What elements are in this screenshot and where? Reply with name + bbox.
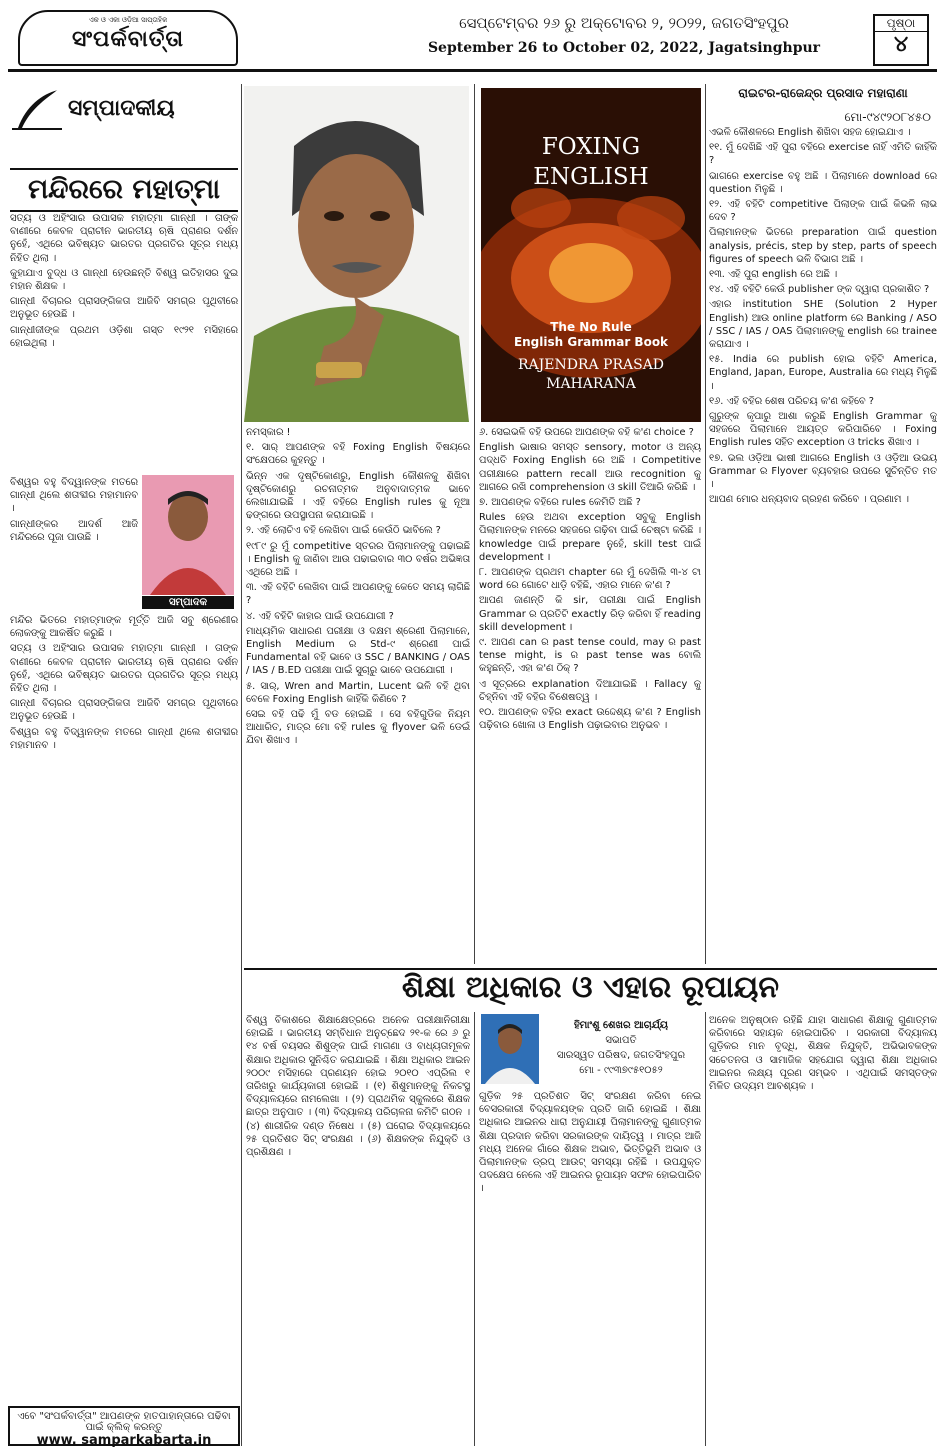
interview-paragraph: ୪. ଏହି ବହିଟି କାହାର ପାଇଁ ଉପଯୋଗୀ ?	[246, 610, 394, 622]
editor-photo	[142, 475, 234, 595]
page-label: ପୃଷ୍ଠା	[875, 16, 927, 32]
interview-column-1	[246, 426, 470, 962]
feature-headline: ଶିକ୍ଷା ଅଧିକାର ଓ ଏହାର ରୂପାୟନ	[244, 968, 937, 1008]
interview-phone: ମୋ-୯୪୯୨୦୮୪୫୦	[844, 110, 931, 124]
feature-author-org: ସାରସ୍ୱତ ପରିଷଦ, ଜଗତସିଂହପୁର	[556, 1050, 686, 1061]
editorial-paragraph: ସତ୍ୟ ଓ ଅହିଂସାର ଉପାସକ ମହାତ୍ମା ଗାନ୍ଧୀ । ତାଙ୍କ ବାଣୀରେ କେବଳ ପ୍ରାଚୀନ ଭାରତୀୟ ଋଷି ପ୍ରାଣର ଦର୍ଶନ ନୁହେଁ, ଏଥିରେ ଭବିଷ୍ୟତ ଭାରତର ପ୍ରଗତିର ସୂତ୍ର ମଧ୍ୟ ନିହିତ ଥିଲା ।	[10, 643, 238, 695]
editorial-body-top	[10, 212, 238, 474]
website-link[interactable]: www. samparkabarta.in	[36, 1433, 212, 1448]
interview-paragraph: ୧୪. ଏହି ବହିଟି କେଉଁ publisher ଙ୍କ ଦ୍ୱାରା ପ୍ରକାଶିତ ?	[709, 284, 930, 296]
dateline-odia: ସେପ୍ଟେମ୍ବର ୨୬ ରୁ ଅକ୍ଟୋବର ୨, ୨୦୨୨, ଜଗତସିଂହପୁର	[459, 14, 789, 32]
editorial-paragraph: କୁହାଯାଏ ବୁଦ୍ଧ ଓ ଗାନ୍ଧୀ ହେଉଛନ୍ତି ବିଶ୍ୱ ଇତିହାସର ଦୁଇ ମହାନ ଶିକ୍ଷକ ।	[10, 267, 238, 293]
editor-portrait-icon	[142, 475, 234, 595]
book-subtitle	[481, 320, 701, 350]
editorial-banner	[8, 86, 240, 136]
book-title	[481, 132, 701, 192]
interview-paragraph: ଏ ସୂତ୍ରରେ explanation ଦିଆଯାଇଛି । Fallacy କୁ ଚିହ୍ନିବା ଏହି ବହିର ବିଶେଷତ୍ୱ ।	[479, 678, 701, 703]
interview-paragraph: ୧୨. ଏହି ବହିଟି competitive ପିଲାଙ୍କ ପାଇଁ କିଭଳି ଲାଭ ଦେବ ?	[709, 199, 937, 224]
dateline-english: September 26 to October 02, 2022, Jagatsinghpur	[427, 40, 821, 56]
quill-icon	[12, 88, 62, 132]
interview-paragraph: ୧୩. ଏହି ପୁରା english ରେ ଅଛି ।	[709, 269, 838, 281]
page-number-box	[873, 14, 929, 66]
promo-text	[10, 1408, 238, 1433]
interview-paragraph: ୧୫. India ରେ publish ହୋଇ ବହିଟି America, England, Japan, Europe, Australia ରେ ମଧ୍ୟ ମିଳୁଛି ।	[709, 354, 937, 392]
editorial-body-wrap	[10, 476, 138, 610]
editorial-paragraph: ଗାନ୍ଧୀ ବିଚାରର ପ୍ରାସଙ୍ଗିକତା ଆଜିବି ସମଗ୍ର ପୃଥିବୀରେ ଅନୁଭୂତ ହେଉଛି ।	[10, 296, 238, 321]
promo-line: ଏବେ "ସଂପର୍କବାର୍ତ୍ତା" ଆପଣଙ୍କ ହାତପାହାନ୍ତାରେ	[17, 1411, 204, 1422]
column-divider	[705, 84, 706, 964]
page-number: ୪	[893, 32, 909, 57]
feature-author-name: ହିମାଂଶୁ ଶେଖର ଆଚାର୍ଯ୍ୟ	[573, 1020, 669, 1031]
author-portrait-icon	[244, 86, 469, 422]
interview-column-2	[479, 426, 701, 962]
column-divider	[474, 1012, 475, 1446]
editorial-paragraph: ବିଶ୍ୱର ବହୁ ବିଦ୍ୱାନଙ୍କ ମତରେ ଗାନ୍ଧୀ ଥିଲେ ଶତାବ୍ଦୀର ମହାମାନବ ।	[10, 477, 138, 515]
interview-paragraph: ୬. ସେଇଭଳି ବହି ଉପରେ ଆପଣଙ୍କ ବହି କ'ଣ choice ?	[479, 427, 694, 438]
book-title-line: FOXING	[541, 134, 641, 160]
feature-author-phone: ମୋ - ୯୯୩୭୯୫୧୦୫୨	[579, 1065, 663, 1076]
interview-paragraph: ୩. ଏହି ବହିଟି ଲେଖିବା ପାଇଁ ଆପଣଙ୍କୁ କେତେ ସମୟ ଲାଗିଛି ?	[246, 582, 470, 607]
interview-paragraph: ୯. ଆପଣ can ର past tense could, may ର past tense might, is ର past tense was ବୋଲି କହୁଛନ୍ତି, ଏହା କ'ଣ ଠିକ୍ ?	[479, 637, 701, 675]
feature-paragraph: ଅନେକ ଅନୁଷ୍ଠାନ ରହିଛି ଯାହା ସାଧାରଣ ଶିକ୍ଷାକୁ ଗୁଣାତ୍ମକ କରିବାରେ ସହାୟକ ହୋଇପାରିବ । ସରକାରୀ ବିଦ୍ୟାଳୟ ଗୁଡ଼ିକର ମାନ ବୃଦ୍ଧି, ଶିକ୍ଷକ ନିଯୁକ୍ତି, ଅଭିଭାବକଙ୍କ ସଚେତନତା ଓ ସାମାଜିକ ସହଯୋଗ ଦ୍ୱାରା ଶିକ୍ଷା ଅଧିକାର ଆଇନର ଲକ୍ଷ୍ୟ ପୂରଣ ସମ୍ଭବ । ଏଥିପାଇଁ ସମସ୍ତଙ୍କ ମିଳିତ ଉଦ୍ୟମ ଆବଶ୍ୟକ ।	[709, 1015, 937, 1093]
interview-paragraph: ୧. ସାର୍ ଆପଣଙ୍କ ବହି Foxing English ବିଷୟରେ ସଂକ୍ଷେପରେ କୁହନ୍ତୁ ।	[246, 442, 470, 467]
interview-paragraph: ୧୭. ଭଲ ଓଡ଼ିଆ ଭାଷୀ ଆଗରେ English ଓ ଓଡ଼ିଆ ଉଭୟ Grammar ର Flyover ବ୍ୟବହାର ଉପରେ ସୁଚିନ୍ତିତ ମତ ।	[709, 452, 937, 491]
editorial-paragraph: ମନ୍ଦିର ଭିତରେ ମହାତ୍ମାଙ୍କ ମୂର୍ତ୍ତି ଆଜି ସବୁ ଶ୍ରେଣୀର ଲୋକଙ୍କୁ ଆକର୍ଷିତ କରୁଛି ।	[10, 615, 238, 640]
interview-paragraph: ଆପଣ ଜାଣନ୍ତି କି sir, ପରୀକ୍ଷା ପାଇଁ English Grammar ର ପ୍ରତିଟି exactly ରିଡ଼ କରିବା ହିଁ reading skill development ।	[479, 595, 701, 633]
interview-paragraph: ୧୦. ଆପଣଙ୍କ ବହିର exact ଉଦ୍ଦେଶ୍ୟ କ'ଣ ? English ପଢ଼ିବାର ଖୋଳା ଓ English ପଢ଼ାଇବାର ଅନୁଭବ ।	[479, 707, 701, 732]
logo-tagline: ଏକ ଓ ଏକା ଓଡ଼ିଆ ସାପ୍ତାହିକ	[88, 16, 168, 24]
feature-author-photo	[481, 1014, 539, 1084]
book-author-line: MAHARANA	[546, 376, 636, 392]
website-promo[interactable]	[8, 1406, 240, 1446]
interview-paragraph: ୭. ଆପଣଙ୍କ ବହିରେ rules କେମିତି ଅଛି ?	[479, 497, 641, 509]
editorial-paragraph: ଗାନ୍ଧୀଜୀଙ୍କ ପ୍ରଥମ ଓଡ଼ିଶା ଗସ୍ତ ୧୯୨୧ ମସିହାରେ ହୋଇଥିଲା ।	[10, 324, 238, 349]
interview-paragraph: ଭାଗରେ exercise ବହୁ ଅଛି । ପିଲାମାନେ download ରେ question ମିଳୁଛି ।	[709, 170, 937, 195]
book-author	[481, 356, 701, 394]
column-divider	[241, 84, 242, 1446]
interview-paragraph: ଭିନ୍ନ ଏକ ଦୃଷ୍ଟିକୋଣରୁ, English କୌଶଳକୁ ଶିଖିବା ଦୃଷ୍ଟିକୋଣରୁ ରଚନାତ୍ମକ ଅନୁବାଦାତ୍ମକ ଭାବେ ଲେଖାଯାଇଛି । ଏହି ବହିରେ English rules କୁ ନୂଆ ଢଙ୍ଗରେ ଉପସ୍ଥାପନା କରାଯାଇଛି ।	[246, 470, 470, 522]
feature-column-3	[709, 1014, 937, 1442]
interview-byline: ରାଇଟର-ରାଜେନ୍ଦ୍ର ପ୍ରସାଦ ମହାରାଣା	[738, 86, 908, 100]
feature-paragraph: ବିଶ୍ୱ ବିକାଶରେ ଶିକ୍ଷାକ୍ଷେତ୍ରରେ ଅନେକ ପରୀକ୍ଷାନିରୀକ୍ଷା ହୋଇଛି । ଭାରତୀୟ ସମ୍ବିଧାନ ଅନୁଚ୍ଛେଦ ୨୧-କ ରେ ୬ ରୁ ୧୪ ବର୍ଷ ବୟସର ଶିଶୁଙ୍କ ପାଇଁ ମାଗଣା ଓ ବାଧ୍ୟତାମୂଳକ ଶିକ୍ଷାର ଅଧିକାର ସୁନିଶ୍ଚିତ କରାଯାଇଛି । ଶିକ୍ଷା ଅଧିକାର ଆଇନ ୨୦୦୯ ମସିହାରେ ପ୍ରଣୟନ ହୋଇ ୨୦୧୦ ଏପ୍ରିଲ ୧ ତାରିଖରୁ କାର୍ଯ୍ୟକାରୀ ହୋଇଛି । (୧) ଶିଶୁମାନଙ୍କୁ ନିକଟସ୍ଥ ବିଦ୍ୟାଳୟରେ ନାମଲେଖା । (୨) ପ୍ରାଥମିକ ସ୍କୁଲରେ ଶିକ୍ଷକ ଛାତ୍ର ଅନୁପାତ । (୩) ବିଦ୍ୟାଳୟ ପରିଚାଳନା କମିଟି ଗଠନ । (୪) ଶାରୀରିକ ଦଣ୍ଡ ନିଷେଧ । (୫) ଘରୋଇ ବିଦ୍ୟାଳୟରେ ୨୫ ପ୍ରତିଶତ ସିଟ୍ ସଂରକ୍ଷଣ । (୬) ଶିକ୍ଷକଙ୍କ ନିଯୁକ୍ତି ଓ ପ୍ରଶିକ୍ଷଣ ।	[246, 1015, 470, 1159]
feature-author-portrait-icon	[481, 1014, 539, 1084]
column-divider	[705, 1012, 706, 1446]
feature-paragraph: ଗୁଡ଼ିକ ୨୫ ପ୍ରତିଶତ ସିଟ୍ ସଂରକ୍ଷଣ କରିବା ନେଇ ବେସରକାରୀ ବିଦ୍ୟାଳୟଙ୍କ ପ୍ରତି ଜାରି ହୋଇଛି । ଶିକ୍ଷା ଅଧିକାର ଆଇନର ଧାରା ଅନୁଯାୟୀ ପିଲାମାନଙ୍କୁ ଗୁଣାତ୍ମକ ଶିକ୍ଷା ପ୍ରଦାନ କରିବା ସରକାରଙ୍କ ଦାୟିତ୍ୱ । ମାତ୍ର ଆଜି ମଧ୍ୟ ଅନେକ ଗାଁରେ ଶିକ୍ଷକ ଅଭାବ, ଭିତ୍ତିଭୂମି ଅଭାବ ଓ ପିଲାମାନଙ୍କ ଡ୍ରପ୍ ଆଉଟ୍ ସମସ୍ୟା ରହିଛି । ଉପଯୁକ୍ତ ପଦକ୍ଷେପ ନେଲେ ଏହି ଆଇନର ରୂପାୟନ ସଫଳ ହୋଇପାରିବ ।	[479, 1091, 701, 1195]
interview-paragraph: Rules ହେଉ ଅଥବା exception ସବୁକୁ English ପିଲାମାନଙ୍କ ମନରେ ସହଜରେ ଗଢ଼ିବା ପାଇଁ ଚେଷ୍ଟା କରିଛି । knowledge ପାଇଁ prepare ନୁହେଁ, skill test ପାଇଁ development ।	[479, 512, 701, 563]
newspaper-logo[interactable]	[18, 10, 238, 66]
interview-paragraph: ୧୯୮୯ ରୁ ମୁଁ competitive ସ୍ତରର ପିଲାମାନଙ୍କୁ ପଢାଇଛି । English କୁ ଜାଣିବା ଆଉ ପଢାଇବାର ୩୦ ବର୍ଷର ଅଭିଜ୍ଞତା ଏଥିରେ ଅଛି ।	[246, 540, 470, 579]
interview-paragraph: ଏଭଳି କୌଶଳରେ English ଶିଖିବା ସହଜ ହୋଇଯାଏ ।	[709, 127, 911, 138]
editorial-headline: ମନ୍ଦିରରେ ମହାତ୍ମା	[10, 168, 238, 212]
interview-intro: ନମସ୍କାର !	[246, 427, 291, 438]
interview-paragraph: ପିଲାମାନଙ୍କ ଭିତରେ preparation ପାଇଁ question analysis, précis, step by step, parts of speech figures of speech ଭଳି ବିଭାଗ ଅଛି ।	[709, 227, 937, 265]
book-author-line: RAJENDRA PRASAD	[517, 357, 665, 373]
interview-paragraph: ୧୬. ଏହି ବହିର ଶେଷ ପରିଚୟ କ'ଣ କହିବେ ?	[709, 395, 874, 407]
section-title: ସମ୍ପାଦକୀୟ	[68, 96, 175, 121]
feature-column-1	[246, 1014, 470, 1442]
author-portrait	[244, 86, 469, 422]
interview-paragraph: ଗୁରୁଙ୍କ କୃପାରୁ ଆଶା କରୁଛି English Grammar କୁ ସହଜରେ ପିଲାମାନେ ଆୟତ୍ତ କରିପାରିବେ । Foxing English rules ସହିତ exception ଓ tricks ଶିଖାଏ ।	[709, 411, 937, 449]
logo-name: ସଂପର୍କବାର୍ତ୍ତା	[72, 27, 184, 52]
interview-column-3	[709, 126, 937, 962]
promo-line: ପଢିବା ପାଇଁ କ୍ଲିକ୍ କରନ୍ତୁ	[85, 1411, 231, 1433]
feature-author-card	[481, 1014, 699, 1086]
book-title-line: ENGLISH	[533, 164, 649, 190]
editorial-paragraph: ବିଶ୍ୱର ବହୁ ବିଦ୍ୱାନଙ୍କ ମତରେ ଗାନ୍ଧୀ ଥିଲେ ଶତାବ୍ଦୀର ମହାମାନବ ।	[10, 726, 238, 751]
editorial-paragraph: ସତ୍ୟ ଓ ଅହିଂସାର ଉପାସକ ମହାତ୍ମା ଗାନ୍ଧୀ । ତାଙ୍କ ବାଣୀରେ କେବଳ ପ୍ରାଚୀନ ଭାରତୀୟ ଋଷି ପ୍ରାଣର ଦର୍ଶନ ନୁହେଁ, ଏଥିରେ ଭବିଷ୍ୟତ ଭାରତର ପ୍ରଗତିର ସୂତ୍ର ମଧ୍ୟ ନିହିତ ଥିଲା ।	[10, 213, 238, 264]
editorial-paragraph: ଗାନ୍ଧୀଙ୍କର ଆଦର୍ଶ ଆଜି ମନ୍ଦିରରେ ପୂଜା ପାଉଛି ।	[10, 518, 138, 543]
editorial-paragraph: ଗାନ୍ଧୀ ବିଚାରର ପ୍ରାସଙ୍ଗିକତା ଆଜିବି ସମଗ୍ର ପୃଥିବୀରେ ଅନୁଭୂତ ହେଉଛି ।	[10, 698, 238, 723]
editor-photo-caption: ସମ୍ପାଦକ	[142, 596, 234, 609]
interview-paragraph: ୫. ସାର୍, Wren and Martin, Lucent ଭଳି ବହି ଥିବା ବେଳେ Foxing English କାହିଁକି କିଣିବେ ?	[246, 680, 470, 705]
feature-author-role: ସଭାପତି	[605, 1035, 637, 1046]
interview-paragraph: ୧୧. ମୁଁ ଦେଖିଛି ଏହି ପୁରା ବହିରେ exercise ନାହିଁ ଏମିତି କାହିଁକି ?	[709, 142, 937, 167]
interview-paragraph: ୮. ଆପଣଙ୍କ ପ୍ରଥମ chapter ରେ ମୁଁ ଦେଖିଲି ୩-୪ ଟା word ରେ ଗୋଟେ ଧାଡ଼ି ବହିଛି, ଏହାର ମାନେ କ'ଣ ?	[479, 567, 701, 592]
editorial-body-bottom	[10, 614, 238, 1402]
interview-paragraph: ମାଧ୍ୟମିକ ସାଧାରଣ ପରୀକ୍ଷା ଓ ଦକ୍ଷମ ଶ୍ରେଣୀ ପିଲାମାନେ, English Medium ର Std-୯ ଶ୍ରେଣୀ ପାଇଁ Fundamental ବହି ଭାବେ ଓ SSC / BANKING / OAS / IAS / B.ED ପରୀକ୍ଷା ପାଇଁ ସୁଚାରୁ ଭାବେ ଉପଯୋଗୀ ।	[246, 625, 470, 677]
feature-author-details	[545, 1018, 697, 1078]
column-divider	[474, 84, 475, 964]
interview-paragraph: ଏହାର institution SHE (Solution 2 Hyper English) ଆଉ online platform ରେ Banking / ASO / SSC / IAS / OAS ପିଲାମାନଙ୍କୁ english ରେ trainee କରାଯାଏ ।	[709, 299, 937, 351]
interview-paragraph: ୨. ଏହି ଲୋଚିଏ ବହି ଲେଖିବା ପାଇଁ କେଉଁଠି ଭାବିଲେ ?	[246, 525, 441, 537]
interview-paragraph: ଆପଣ ମୋର ଧନ୍ୟବାଦ ଗ୍ରହଣ କରିବେ । ପ୍ରଣାମ ।	[709, 494, 909, 506]
feature-column-2	[479, 1090, 701, 1442]
book-subtitle-line: English Grammar Book	[513, 335, 669, 349]
interview-paragraph: ସେଇ ବହି ପଢି ମୁଁ ବଡ ହୋଇଛି । ସେ ବହିଗୁଡିକ ନିୟମ ଆଧାରିତ, ମାତ୍ର ମୋ ବହି rules କୁ flyover ଭଳି ଡେଇଁ ଯିବା ଶିଖାଏ ।	[246, 709, 470, 747]
book-subtitle-line: The No Rule	[550, 320, 632, 334]
interview-paragraph: English ଭାଷାର ସମସ୍ତ sensory, motor ଓ ଅନ୍ୟ ପଦ୍ଧତି Foxing English ରେ ଅଛି । Competitive ପରୀକ୍ଷାରେ pattern recall ଆଉ recognition କୁ ଆଗରେ ରଖି comprehension ଓ skill ତିଆରି କରିଛି ।	[479, 442, 701, 493]
book-cover	[481, 88, 701, 422]
